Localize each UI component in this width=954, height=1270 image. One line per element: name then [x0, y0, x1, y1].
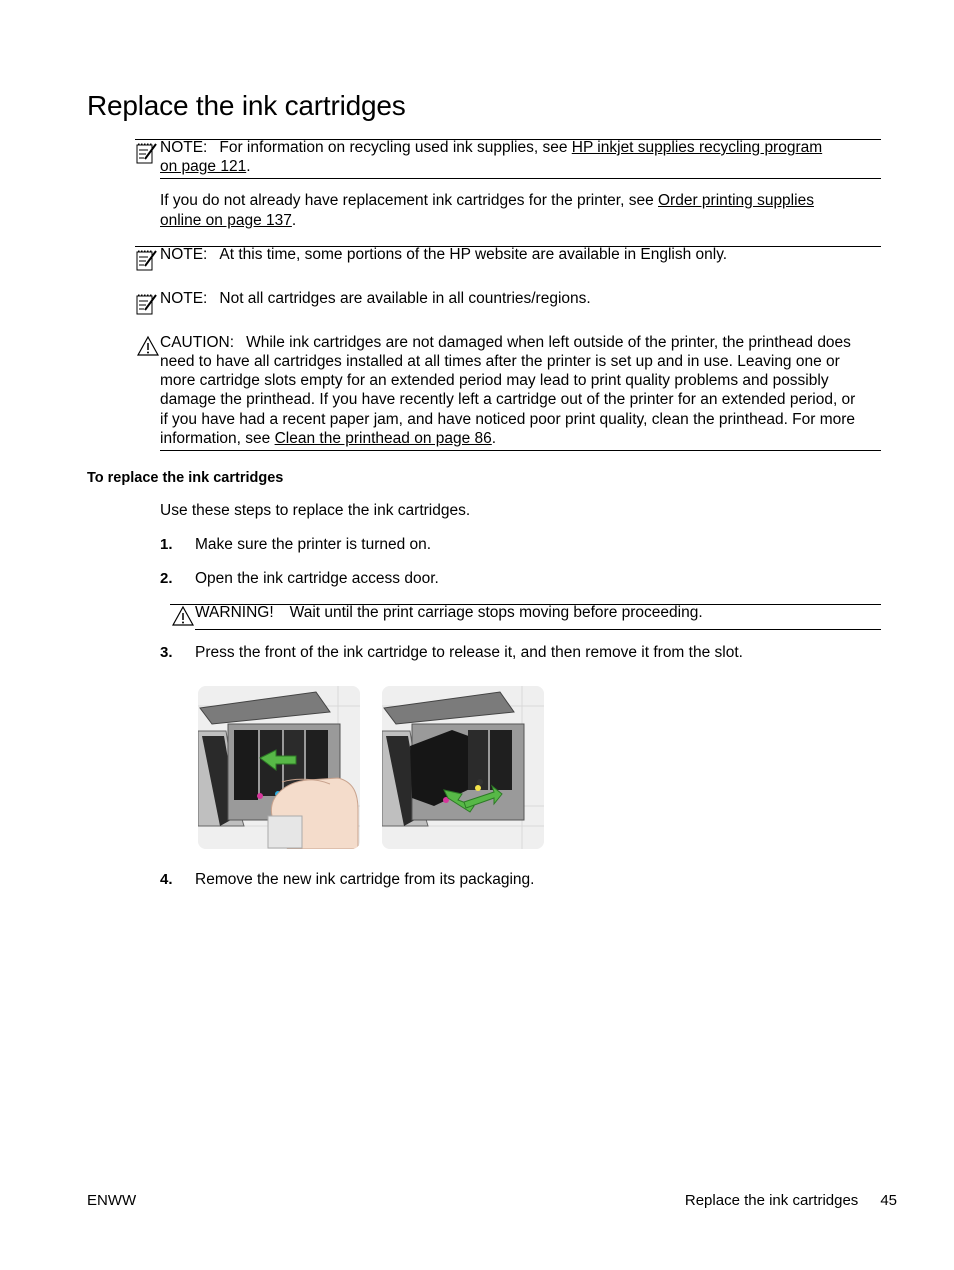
note2-text: At this time, some portions of the HP website are available in English only. [219, 246, 728, 263]
note2-line [160, 245, 727, 264]
order-supplies-page-link[interactable]: online on page 137 [160, 212, 292, 229]
note1-bottom-rule [160, 178, 881, 179]
caution-text-6: information, see [160, 430, 275, 447]
step-text: Press the front of the ink cartridge to release it, and then remove it from the slot. [195, 644, 743, 661]
step-number: 1. [160, 536, 173, 553]
step-text: Open the ink cartridge access door. [195, 570, 439, 587]
procedure-heading: To replace the ink cartridges [87, 470, 284, 486]
caution-line3: more cartridge slots empty for an extended period may lead to print quality problems and possibly [160, 372, 829, 389]
para1-line2 [160, 211, 296, 230]
warning-line [195, 603, 703, 622]
note3-line [160, 289, 591, 308]
cartridge-press-illustration [198, 686, 360, 849]
clean-printhead-link[interactable]: Clean the printhead on page 86 [274, 430, 492, 447]
para1-text: If you do not already have replacement ink cartridges for the printer, see [160, 192, 658, 209]
step-number: 4. [160, 871, 173, 888]
footer-left: ENWW [87, 1192, 137, 1209]
note-icon [136, 142, 158, 164]
caution-line6 [160, 429, 496, 448]
caution-bottom-rule [160, 450, 881, 451]
page-number: 45 [880, 1192, 897, 1209]
caution-triangle-icon [137, 335, 159, 357]
para1-end: . [291, 212, 297, 229]
caution-end: . [491, 430, 497, 447]
caution-line4: damage the printhead. If you have recently left a cartridge out of the printer for an extended period, or [160, 391, 856, 408]
note-icon [136, 293, 158, 315]
caution-text-1: While ink cartridges are not damaged when left outside of the printer, the printhead does [246, 334, 851, 351]
page-title: Replace the ink cartridges [87, 90, 406, 121]
note1-text: For information on recycling used ink supplies, see [219, 139, 572, 156]
note3-label: NOTE: [160, 290, 208, 307]
warning-text: Wait until the print carriage stops moving before proceeding. [289, 604, 703, 621]
step-number: 2. [160, 570, 173, 587]
recycling-page-link[interactable]: on page 121 [160, 158, 247, 175]
cartridge-remove-illustration [382, 686, 544, 849]
procedure-intro: Use these steps to replace the ink cartridges. [160, 502, 471, 519]
note-icon [136, 249, 158, 271]
caution-label: CAUTION: [160, 334, 235, 351]
note2-label: NOTE: [160, 246, 208, 263]
step-number: 3. [160, 644, 173, 661]
note3-text: Not all cartridges are available in all countries/regions. [219, 290, 591, 307]
footer-right [685, 1192, 897, 1209]
caution-line1 [160, 333, 851, 352]
caution-line5: if you have had a recent paper jam, and have noticed poor print quality, clean the printhead. For more [160, 411, 856, 428]
warning-label: WARNING! [195, 604, 274, 621]
note1-label: NOTE: [160, 139, 208, 156]
note1-end: . [246, 158, 251, 175]
warning-triangle-icon [172, 605, 194, 627]
note1-line2 [160, 157, 251, 176]
order-supplies-link[interactable]: Order printing supplies [658, 192, 814, 209]
para1-line1 [160, 191, 814, 210]
footer-section: Replace the ink cartridges [684, 1192, 859, 1209]
warning-bottom-rule [195, 629, 881, 630]
step-text: Remove the new ink cartridge from its packaging. [195, 871, 535, 888]
recycling-program-link[interactable]: HP inkjet supplies recycling program [571, 139, 823, 156]
caution-line2: need to have all cartridges installed at all times after the printer is set up and in use. Leaving one or [160, 353, 840, 370]
note1-line1 [160, 138, 822, 157]
step-text: Make sure the printer is turned on. [195, 536, 432, 553]
